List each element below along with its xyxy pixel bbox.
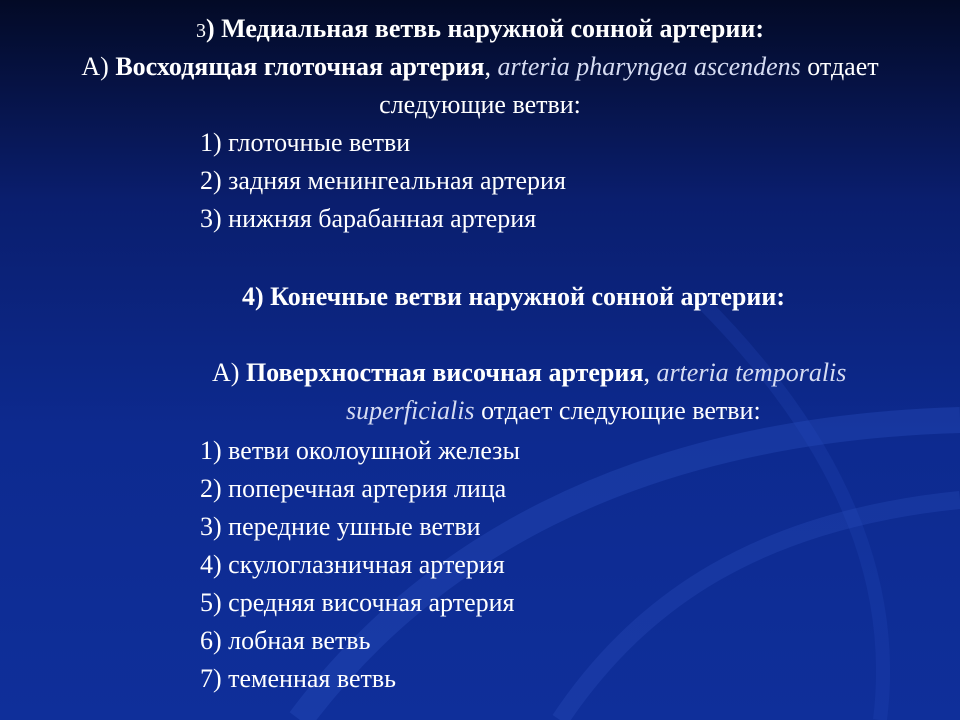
section-a-line1: [0, 52, 960, 82]
list2-item: 7) теменная ветвь: [200, 664, 397, 693]
section-b-latin2: superficialis: [346, 396, 475, 425]
section-a-name: Восходящая глоточная артерия: [115, 52, 485, 81]
list1-item: 1) глоточные ветви: [200, 128, 411, 157]
heading-number: 3: [195, 20, 206, 42]
list2-item: 4) скулоглазничная артерия: [200, 550, 505, 579]
heading-medial-branch: [0, 14, 960, 46]
heading-terminal-branches: 4) Конечные ветви наружной сонной артерии:: [242, 282, 786, 311]
section-b-letter: А): [212, 358, 246, 387]
heading-title: Медиальная ветвь наружной сонной артерии:: [214, 14, 764, 43]
section-b-line2: [346, 396, 761, 426]
section-b-comma: ,: [643, 358, 657, 387]
list2-item: 1) ветви околоушной железы: [200, 436, 520, 465]
list2-item: 6) лобная ветвь: [200, 626, 371, 655]
section-a-tail: отдает: [800, 52, 879, 81]
section-b-line1: [212, 358, 846, 388]
section-b-tail: отдает следующие ветви:: [474, 396, 761, 425]
section-a-line2: следующие ветви:: [379, 90, 581, 119]
list1-item: 3) нижняя барабанная артерия: [200, 204, 537, 233]
section-b-latin1: arteria temporalis: [656, 358, 847, 387]
list2-item: 2) поперечная артерия лица: [200, 474, 507, 503]
list2-item: 3) передние ушные ветви: [200, 512, 481, 541]
section-a-letter: А): [81, 52, 116, 81]
section-b-name: Поверхностная височная артерия: [245, 358, 644, 387]
list2-item: 5) средняя височная артерия: [200, 588, 515, 617]
section-a-comma: ,: [484, 52, 498, 81]
heading-paren: ): [205, 14, 215, 43]
list1-item: 2) задняя менингеальная артерия: [200, 166, 566, 195]
section-a-latin: arteria pharyngea ascendens: [497, 52, 801, 81]
